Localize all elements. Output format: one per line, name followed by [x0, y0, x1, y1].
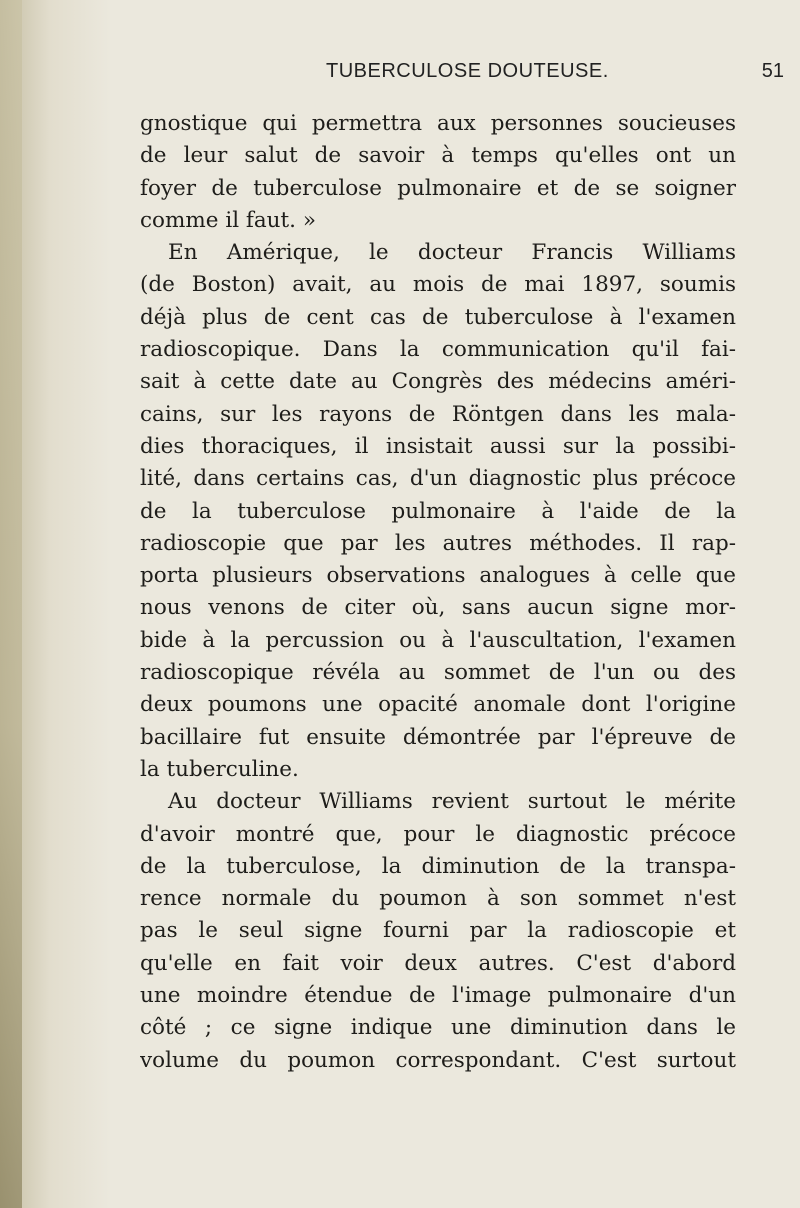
text-line: de la tuberculose pulmonaire à l'aide de la	[140, 498, 736, 524]
text-line: comme il faut. »	[140, 207, 316, 233]
body-text	[140, 108, 736, 1077]
text-line: porta plusieurs observations analogues à celle que	[140, 563, 736, 589]
page-number: 51	[761, 60, 784, 82]
text-line: de leur salut de savoir à temps qu'elles ont un	[140, 143, 736, 169]
text-line: une moindre étendue de l'image pulmonaire d'un	[140, 983, 736, 1009]
text-line: radioscopique révéla au sommet de l'un ou des	[140, 660, 736, 686]
text-line: qu'elle en fait voir deux autres. C'est d'abord	[140, 950, 736, 976]
text-line: volume du poumon correspondant. C'est surtout	[140, 1047, 736, 1073]
text-line: sait à cette date au Congrès des médecins améri-	[140, 369, 736, 395]
text-line: cains, sur les rayons de Röntgen dans les mala-	[140, 401, 736, 427]
text-line: nous venons de citer où, sans aucun signe mor-	[140, 595, 736, 621]
text-line: deux poumons une opacité anomale dont l'origine	[140, 692, 736, 718]
text-line: déjà plus de cent cas de tuberculose à l'examen	[140, 304, 736, 330]
text-line: pas le seul signe fourni par la radioscopie et	[140, 918, 736, 944]
text-line: radioscopique. Dans la communication qu'il fai-	[140, 337, 736, 363]
text-line: rence normale du poumon à son sommet n'est	[140, 886, 736, 912]
text-line: radioscopie que par les autres méthodes. Il rap-	[140, 530, 736, 556]
text-line: bacillaire fut ensuite démontrée par l'épreuve de	[140, 724, 736, 750]
running-title: TUBERCULOSE DOUTEUSE.	[326, 60, 609, 82]
page-binding-shadow	[0, 0, 22, 1208]
running-head	[130, 60, 800, 90]
text-line: côté ; ce signe indique une diminution dans le	[140, 1015, 736, 1041]
text-line: (de Boston) avait, au mois de mai 1897, soumis	[140, 272, 736, 298]
text-line: de la tuberculose, la diminution de la transpa-	[140, 853, 736, 879]
text-line: Au docteur Williams revient surtout le mérite	[168, 789, 736, 815]
text-line: En Amérique, le docteur Francis Williams	[168, 240, 736, 266]
text-line: la tuberculine.	[140, 756, 299, 782]
text-line: dies thoraciques, il insistait aussi sur la possibi-	[140, 433, 736, 459]
text-line: foyer de tuberculose pulmonaire et de se soigner	[140, 175, 736, 201]
text-line: gnostique qui permettra aux personnes soucieuses	[140, 111, 736, 136]
text-line: d'avoir montré que, pour le diagnostic précoce	[140, 821, 736, 847]
text-line: lité, dans certains cas, d'un diagnostic plus précoce	[140, 466, 736, 492]
text-line: bide à la percussion ou à l'auscultation, l'examen	[140, 627, 736, 653]
